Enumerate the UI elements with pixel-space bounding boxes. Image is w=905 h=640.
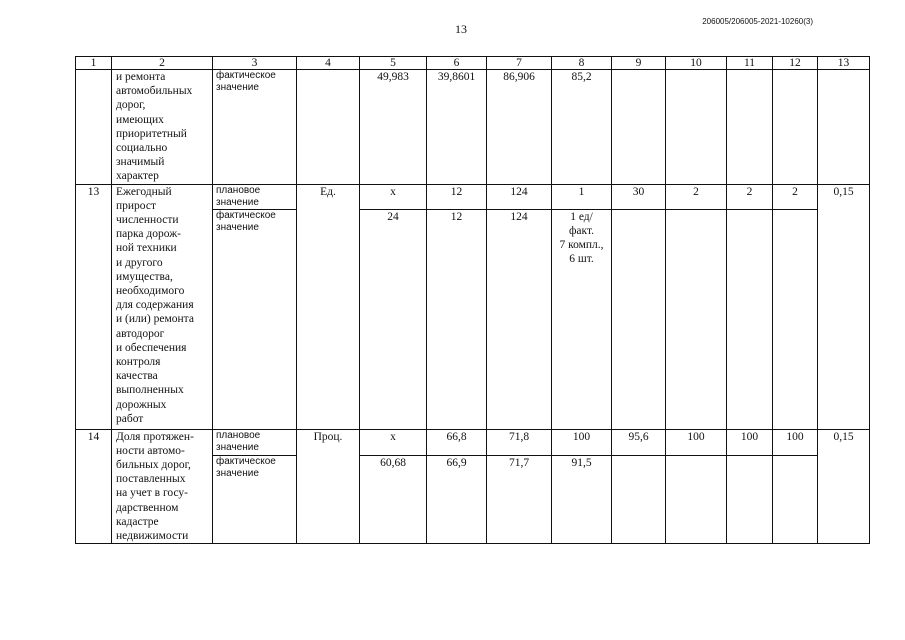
- value-col-9: 30: [612, 184, 666, 209]
- table-row-continuation: [76, 70, 870, 185]
- indicator-name: и ремонта автомобильных дорог, имеющих приоритетный социально значимый характер: [112, 70, 213, 185]
- column-header: 12: [773, 57, 818, 70]
- value-col-7: 124: [487, 209, 552, 429]
- weight-cell: 0,15: [818, 184, 870, 429]
- value-col-12: 100: [773, 429, 818, 456]
- column-header: 8: [552, 57, 612, 70]
- value-col-6: 12: [427, 209, 487, 429]
- value-col-10: [666, 70, 727, 185]
- column-header: 11: [727, 57, 773, 70]
- value-col-10: 100: [666, 429, 727, 456]
- value-col-11: [727, 209, 773, 429]
- value-col-8: 85,2: [552, 70, 612, 185]
- row-number-cell: [76, 70, 112, 185]
- value-col-5: х: [360, 184, 427, 209]
- value-type: фактическое значение: [213, 209, 297, 429]
- value-col-9: 95,6: [612, 429, 666, 456]
- value-type: фактическое значение: [213, 70, 297, 185]
- value-col-6: 12: [427, 184, 487, 209]
- column-header: 13: [818, 57, 870, 70]
- column-header: 5: [360, 57, 427, 70]
- value-col-6: 39,8601: [427, 70, 487, 185]
- table-row-13-plan: [76, 184, 870, 209]
- value-col-6: 66,9: [427, 456, 487, 544]
- row-number: 14: [76, 429, 112, 544]
- value-type: плановое значение: [213, 184, 297, 209]
- value-col-12: [773, 209, 818, 429]
- value-col-10: 2: [666, 184, 727, 209]
- column-header: 6: [427, 57, 487, 70]
- value-col-8: 100: [552, 429, 612, 456]
- unit-cell: Проц.: [297, 429, 360, 544]
- value-col-11: [727, 456, 773, 544]
- value-col-5: х: [360, 429, 427, 456]
- value-col-11: 100: [727, 429, 773, 456]
- unit-cell: [297, 70, 360, 185]
- value-col-12: [773, 456, 818, 544]
- value-col-10: [666, 456, 727, 544]
- value-col-13: [818, 70, 870, 185]
- weight-cell: 0,15: [818, 429, 870, 544]
- column-header: 3: [213, 57, 297, 70]
- value-col-7: 86,906: [487, 70, 552, 185]
- value-col-7: 124: [487, 184, 552, 209]
- indicators-table: [75, 56, 870, 544]
- value-col-5: 60,68: [360, 456, 427, 544]
- column-header: 10: [666, 57, 727, 70]
- value-col-8: 91,5: [552, 456, 612, 544]
- column-header: 7: [487, 57, 552, 70]
- value-type: плановое значение: [213, 429, 297, 456]
- column-header: 9: [612, 57, 666, 70]
- value-col-6: 66,8: [427, 429, 487, 456]
- value-col-10: [666, 209, 727, 429]
- value-col-11: [727, 70, 773, 185]
- column-header: 2: [112, 57, 213, 70]
- value-col-12: [773, 70, 818, 185]
- value-col-7: 71,8: [487, 429, 552, 456]
- value-col-12: 2: [773, 184, 818, 209]
- value-col-7: 71,7: [487, 456, 552, 544]
- value-col-11: 2: [727, 184, 773, 209]
- value-col-5: 24: [360, 209, 427, 429]
- indicator-name: Ежегодный прирост численности парка дорож- ной техники и другого имущества, необходимого для содержания и (или) ремонта автодорог и обеспечения контроля качества выполненных дорожных работ: [112, 184, 213, 429]
- page-number: 13: [455, 22, 467, 36]
- value-type: фактическое значение: [213, 456, 297, 544]
- value-col-9: [612, 456, 666, 544]
- column-header-row: [76, 57, 870, 70]
- column-header: 1: [76, 57, 112, 70]
- unit-cell: Ед.: [297, 184, 360, 429]
- document-code: 206005/206005-2021-10260(3): [702, 17, 813, 26]
- value-col-9: [612, 70, 666, 185]
- table-row-14-plan: [76, 429, 870, 456]
- column-header: 4: [297, 57, 360, 70]
- row-number: 13: [76, 184, 112, 429]
- indicator-name: Доля протяжен- ности автомо- бильных дорог, поставленных на учет в госу- дарственном кадастре недвижимости: [112, 429, 213, 544]
- value-col-8: 1 ед/ факт. 7 компл., 6 шт.: [552, 209, 612, 429]
- value-col-8: 1: [552, 184, 612, 209]
- value-col-5: 49,983: [360, 70, 427, 185]
- value-col-9: [612, 209, 666, 429]
